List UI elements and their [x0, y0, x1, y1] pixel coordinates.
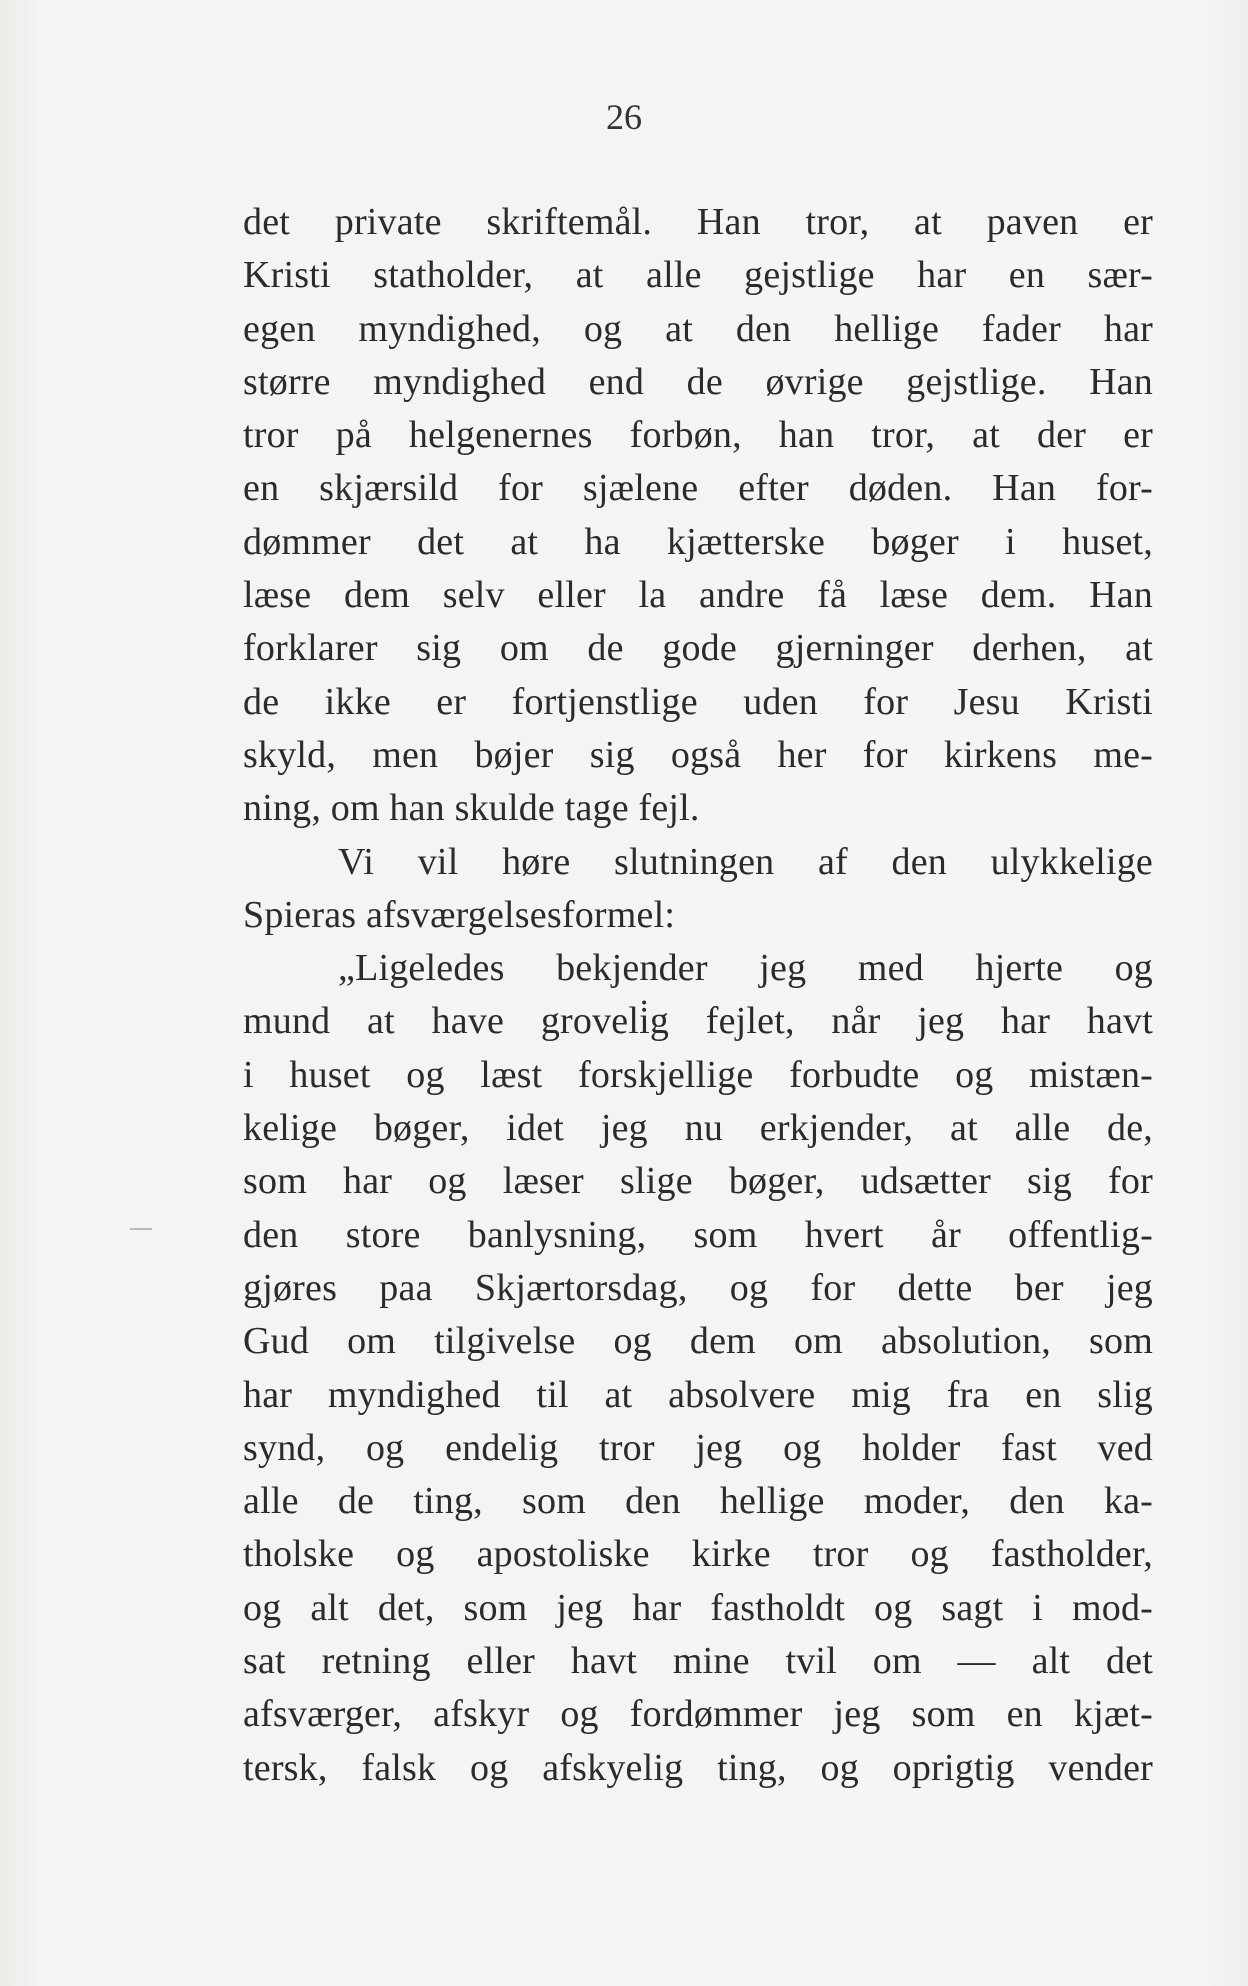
text-line: afsværger, afskyr og fordømmer jeg som en kjæt- — [243, 1693, 1153, 1736]
text-line: gjøres paa Skjærtorsdag, og for dette ber jeg — [243, 1266, 1153, 1309]
text-line: en skjærsild for sjælene efter døden. Han for- — [243, 467, 1153, 510]
text-line: tholske og apostoliske kirke tror og fastholder, — [243, 1533, 1153, 1576]
text-line: og alt det, som jeg har fastholdt og sagt i mod- — [243, 1586, 1153, 1629]
text-line: som har og læser slige bøger, udsætter sig for — [243, 1160, 1153, 1203]
text-line: egen myndighed, og at den hellige fader har — [243, 307, 1153, 350]
text-line: sat retning eller havt mine tvil om — alt det — [243, 1640, 1153, 1683]
text-line: har myndighed til at absolvere mig fra en slig — [243, 1373, 1153, 1416]
text-line: tror på helgenernes forbøn, han tror, at der er — [243, 414, 1153, 457]
text-line: kelige bøger, idet jeg nu erkjender, at alle de, — [243, 1107, 1153, 1150]
text-line: i huset og læst forskjellige forbudte og mistæn- — [243, 1053, 1153, 1096]
text-line: læse dem selv eller la andre få læse dem. Han — [243, 574, 1153, 617]
text-line: mund at have groveli̇g fejlet, når jeg har havt — [243, 1000, 1153, 1043]
text-line: det private skriftemål. Han tror, at paven er — [243, 201, 1153, 243]
quote-first-line: „Ligeledes bekjender jeg med hjerte og — [338, 947, 1153, 990]
text-line: tersk, falsk og afskyelig ting, og oprigtig vender — [243, 1746, 1153, 1789]
text-line: Vi vil høre slutningen af den ulykkelige — [338, 840, 1153, 883]
text-line: skyld, men bøjer sig også her for kirkens me- — [243, 733, 1153, 776]
paragraph-end-line: ning, om han skulde tage fejl. — [243, 787, 700, 830]
text-line: de ikke er fortjenstlige uden for Jesu Kristi — [243, 680, 1153, 723]
margin-mark — [130, 1228, 152, 1230]
text-line: alle de ting, som den hellige moder, den ka- — [243, 1480, 1153, 1523]
page-number: 26 — [606, 97, 642, 137]
paragraph-end-line: Spieras afsværgelsesformel: — [243, 893, 676, 936]
text-line: Kristi statholder, at alle gejstlige har en sær- — [243, 254, 1153, 297]
body-text — [243, 196, 1153, 1795]
text-line: den store banlysning, som hvert år offentlig- — [243, 1213, 1153, 1256]
text-line: Gud om tilgivelse og dem om absolution, som — [243, 1320, 1153, 1363]
text-line: forklarer sig om de gode gjerninger derhen, at — [243, 627, 1153, 670]
text-line: dømmer det at ha kjætterske bøger i huset, — [243, 520, 1153, 563]
text-line: større myndighed end de øvrige gejstlige. Han — [243, 360, 1153, 403]
text-line: synd, og endelig tror jeg og holder fast ved — [243, 1426, 1153, 1469]
